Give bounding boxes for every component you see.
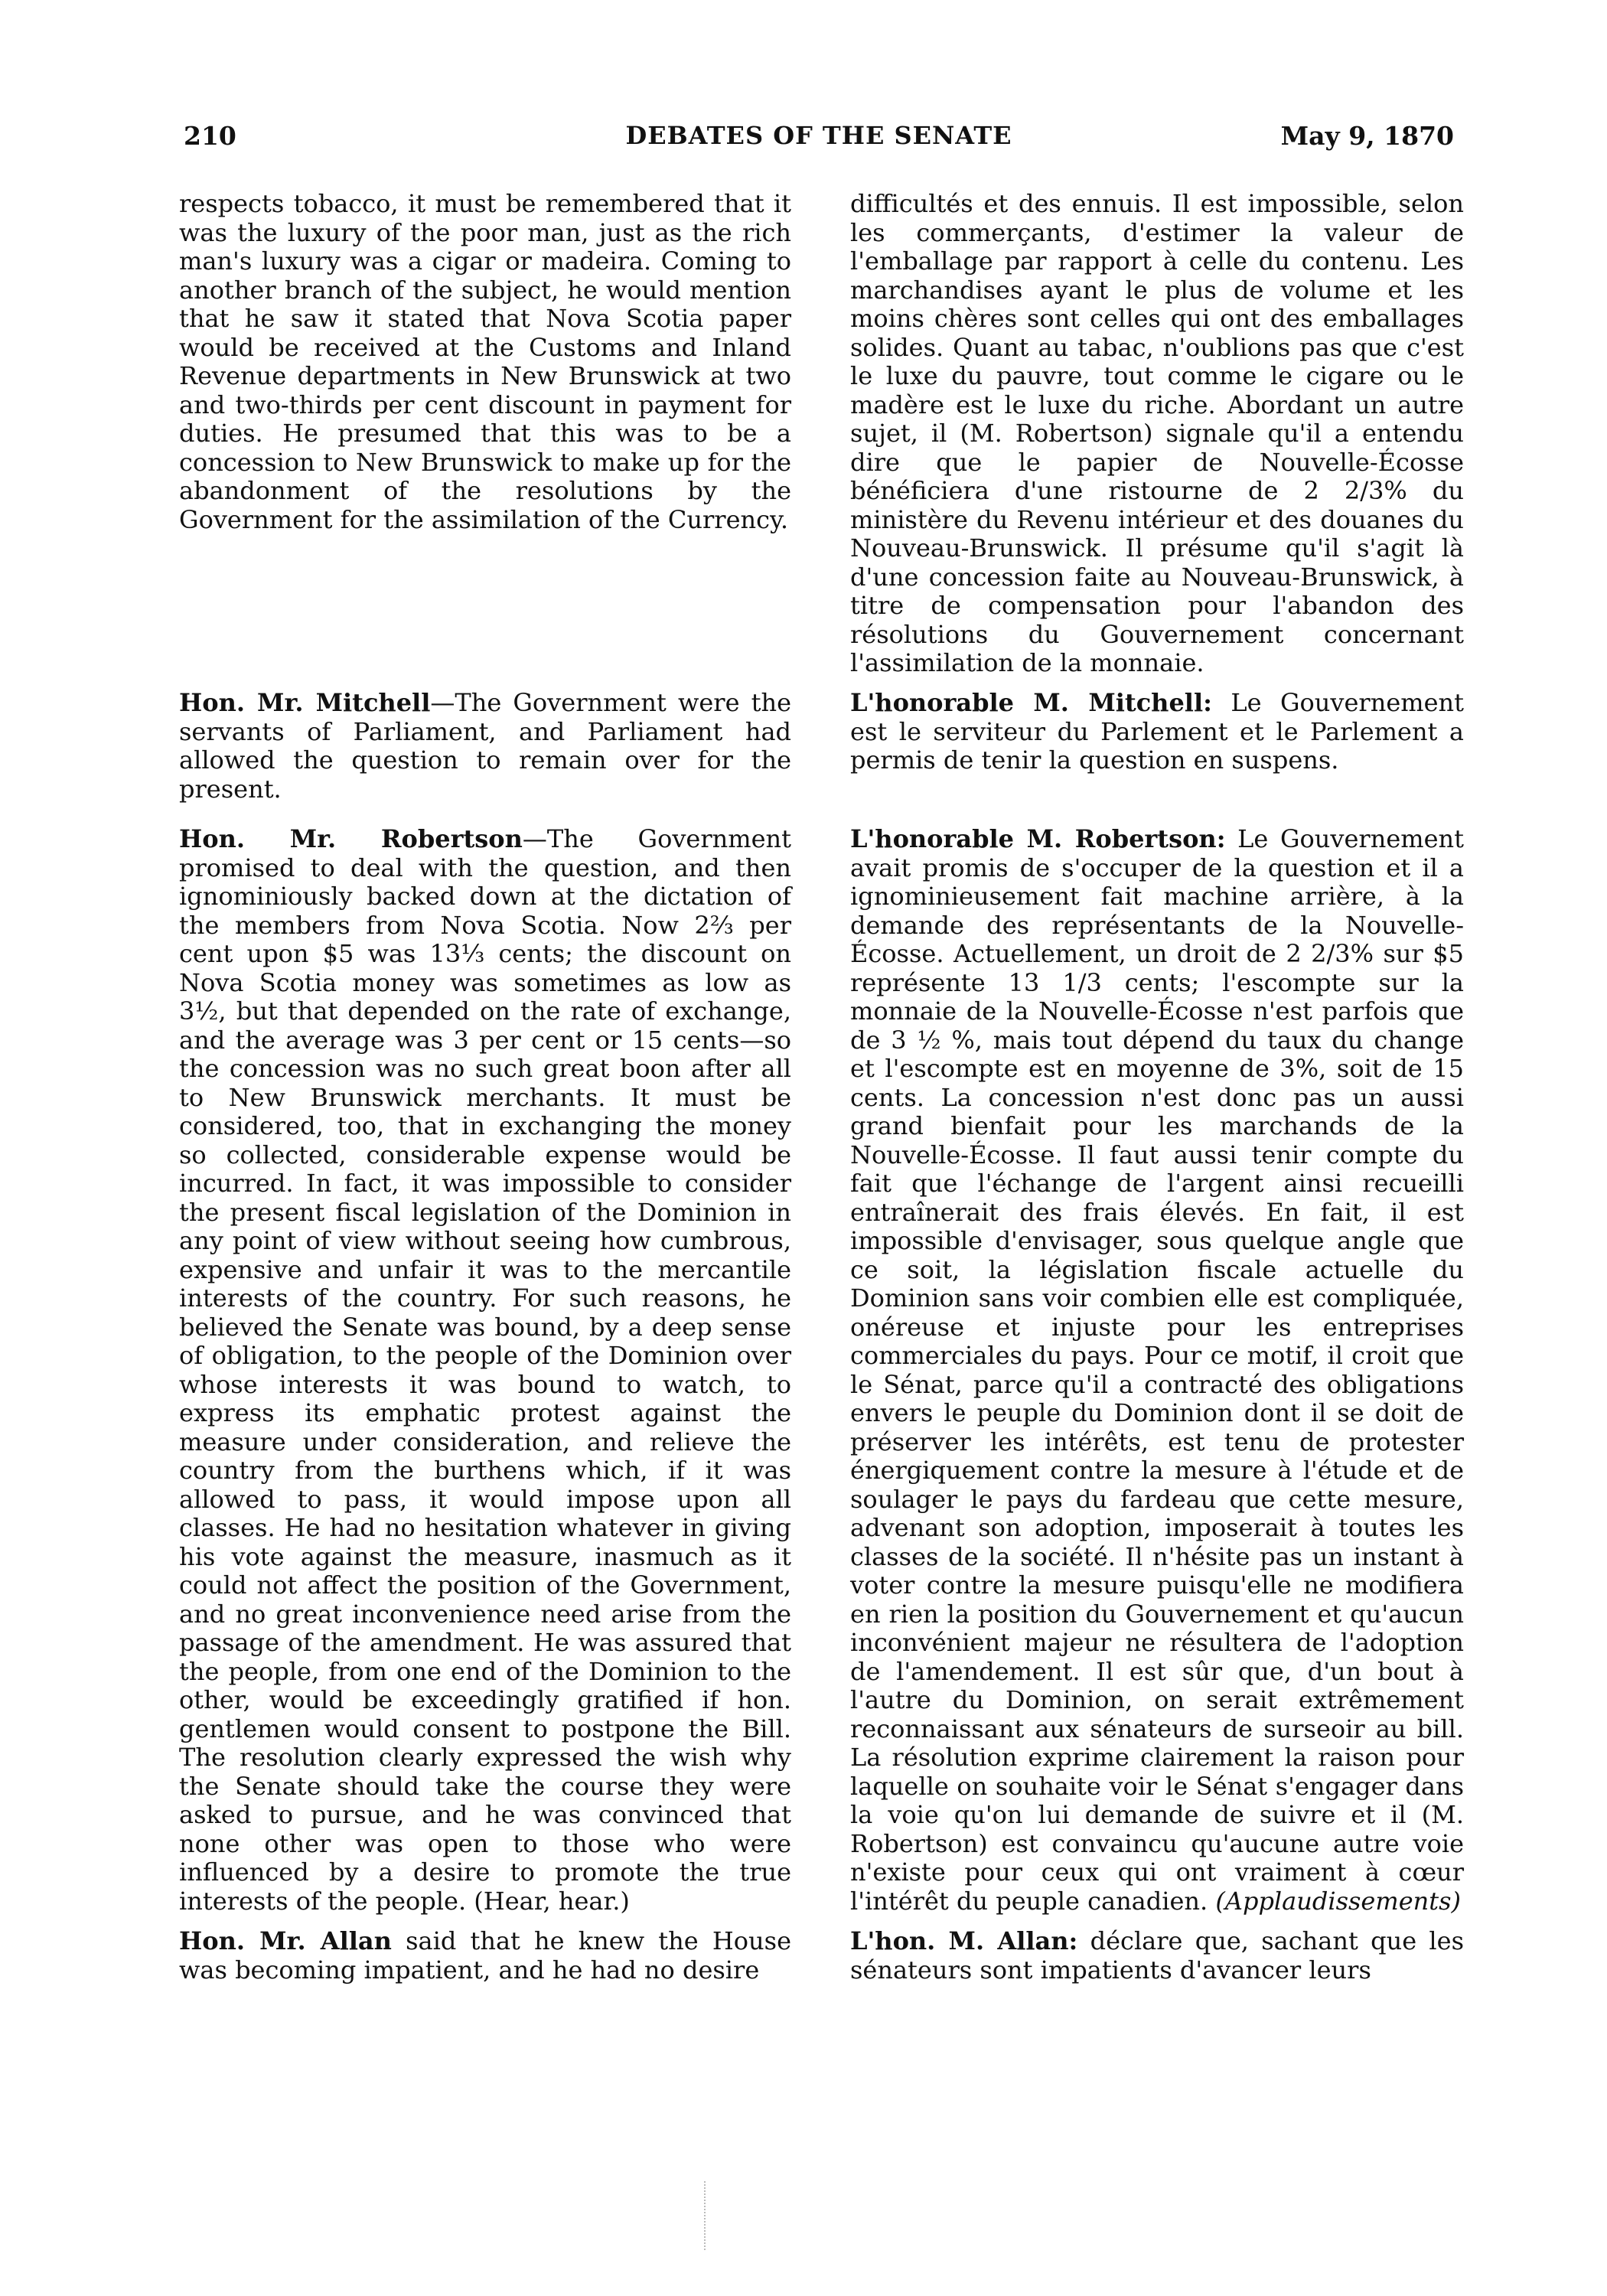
english-paragraph-tobacco [179, 190, 791, 534]
french-paragraph-tabac [850, 190, 1464, 678]
page-date: May 9, 1870 [1280, 121, 1454, 151]
allan-text-en: said that he knew the House was becoming impatient, and he had no desire [179, 1926, 792, 1985]
speaker-robertson-fr: L'honorable M. Robertson: [850, 824, 1226, 853]
english-paragraph-mitchell [179, 689, 791, 804]
robertson-text-fr: Le Gouvernement avait promis de s'occuper de la question et il a ignominieusement fait machine arrière, à la demande des représentants de la Nouvelle-Écosse. Actuellement, un droit de 2 2/3% sur $5 représente 13 1/3 cents; l'escompte sur la monnaie de la Nouvelle-Écosse n'est parfois que de 3 ½ %, mais tout dépend du taux du change et l'escompte est en moyenne de 3%, soit de 15 cents. La concession n'est donc pas un aussi grand bienfait pour les marchands de la Nouvelle-Écosse. Il faut aussi tenir compte du fait que l'échange de l'argent ainsi recueilli entraînerait des frais élevés. En fait, il est impossible d'envisager, sous quelque angle que ce soit, la législation fiscale actuelle du Dominion sans voir combien elle est compliquée, onéreuse et injuste pour les entreprises commerciales du pays. Pour ce motif, il croit que le Sénat, parce qu'il a contracté des obligations envers le peuple du Dominion dont il se doit de préserver les intérêts, est tenu de protester énergiquement contre la mesure à l'étude et de soulager le pays du fardeau que cette mesure, advenant son adoption, imposerait à toutes les classes de la société. Il n'hésite pas un instant à voter contre la mesure puisqu'elle ne modifiera en rien la position du Gouvernement et qu'aucun inconvénient majeur ne résultera de l'adoption de l'amendement. Il est sûr que, d'un bout à l'autre du Dominion, on serait extrêmement reconnaissant aux sénateurs de surseoir au bill. La résolution exprime clairement la raison pour laquelle on souhaite voir le Sénat s'engager dans la voie qu'on lui demande de suivre et il (M. Robertson) est convaincu qu'aucune autre voie n'existe pour ceux qui ont vraiment à cœur l'intérêt du peuple canadien. [850, 824, 1465, 1916]
french-paragraph-mitchell [850, 689, 1464, 775]
page-header [184, 121, 1454, 167]
english-paragraph-robertson [179, 825, 791, 1916]
running-title: DEBATES OF THE SENATE [625, 121, 1012, 150]
allan-text-fr: déclare que, sachant que les sénateurs sont impatients d'avancer leurs [850, 1926, 1465, 1985]
french-paragraph-allan [850, 1927, 1464, 1985]
robertson-text-en: —The Government promised to deal with the question, and then ignominiously backed down at the dictation of the members from Nova Scotia. Now 2⅔ per cent upon $5 was 13⅓ cents; the discount on Nova Scotia money was sometimes as low as 3½, but that depended on the rate of exchange, and the average was 3 per cent or 15 cents—so the concession was no such great boon after all to New Brunswick merchants. It must be considered, too, that in exchanging the money so collected, considerable expense would be incurred. In fact, it was impossible to consider the present fiscal legislation of the Dominion in any point of view without seeing how cumbrous, expensive and unfair it was to the mercantile interests of the country. For such reasons, he believed the Senate was bound, by a deep sense of obligation, to the people of the Dominion over whose interests it was bound to watch, to express its emphatic protest against the measure under consideration, and relieve the country from the burthens which, if it was allowed to pass, it would impose upon all classes. He had no hesitation whatever in giving his vote against the measure, inasmuch as it could not affect the position of the Government, and no great inconvenience need arise from the passage of the amendment. He was assured that the people, from one end of the Dominion to the other, would be exceedingly gratified if hon. gentlemen would consent to postpone the Bill. The resolution clearly expressed the wish why the Senate should take the course they were asked to pursue, and he was convinced that none other was open to those who were influenced by a desire to promote the true interests of the people. (Hear, hear.) [179, 824, 792, 1916]
applause-note: (Applaudissements) [1215, 1886, 1461, 1916]
english-paragraph-tobacco-text: respects tobacco, it must be remembered that it was the luxury of the poor man, just as the rich man's luxury was a cigar or madeira. Coming to another branch of the subject, he would mention that he saw it stated that Nova Scotia paper would be received at the Customs and Inland Revenue departments in New Brunswick at two and two-thirds per cent discount in payment for duties. He presumed that this was to be a concession to New Brunswick to make up for the abandonment of the resolutions by the Government for the assimilation of the Currency. [179, 189, 791, 534]
mitchell-text-en: —The Government were the servants of Parliament, and Parliament had allowed the question to remain over for the present. [179, 688, 792, 804]
speaker-allan-fr: L'hon. M. Allan: [850, 1926, 1078, 1955]
page-number: 210 [184, 121, 236, 151]
english-paragraph-allan [179, 1927, 791, 1985]
french-paragraph-tabac-text: difficultés et des ennuis. Il est impossible, selon les commerçants, d'estimer la valeur de l'emballage par rapport à celle du contenu. Les marchandises ayant le plus de volume et les moins chères sont celles qui ont des emballages solides. Quant au tabac, n'oublions pas que c'est le luxe du pauvre, tout comme le cigare ou le madère est le luxe du riche. Abordant un autre sujet, il (M. Robertson) signale qu'il a entendu dire que le papier de Nouvelle-Écosse bénéficiera d'une ristourne de 2 2/3% du ministère du Revenu intérieur et des douanes du Nouveau-Brunswick. Il présume qu'il s'agit là d'une concession faite au Nouveau-Brunswick, à titre de compensation pour l'abandon des résolutions du Gouvernement concernant l'assimilation de la monnaie. [850, 189, 1464, 677]
mitchell-text-fr: Le Gouvernement est le serviteur du Parlement et le Parlement a permis de tenir la question en suspens. [850, 688, 1465, 775]
speaker-allan-en: Hon. Mr. Allan [179, 1926, 392, 1955]
french-paragraph-robertson [850, 825, 1464, 1916]
gutter-mark [704, 2181, 707, 2250]
speaker-robertson-en: Hon. Mr. Robertson [179, 824, 523, 853]
speaker-mitchell-en: Hon. Mr. Mitchell [179, 688, 431, 717]
speaker-mitchell-fr: L'honorable M. Mitchell: [850, 688, 1212, 717]
